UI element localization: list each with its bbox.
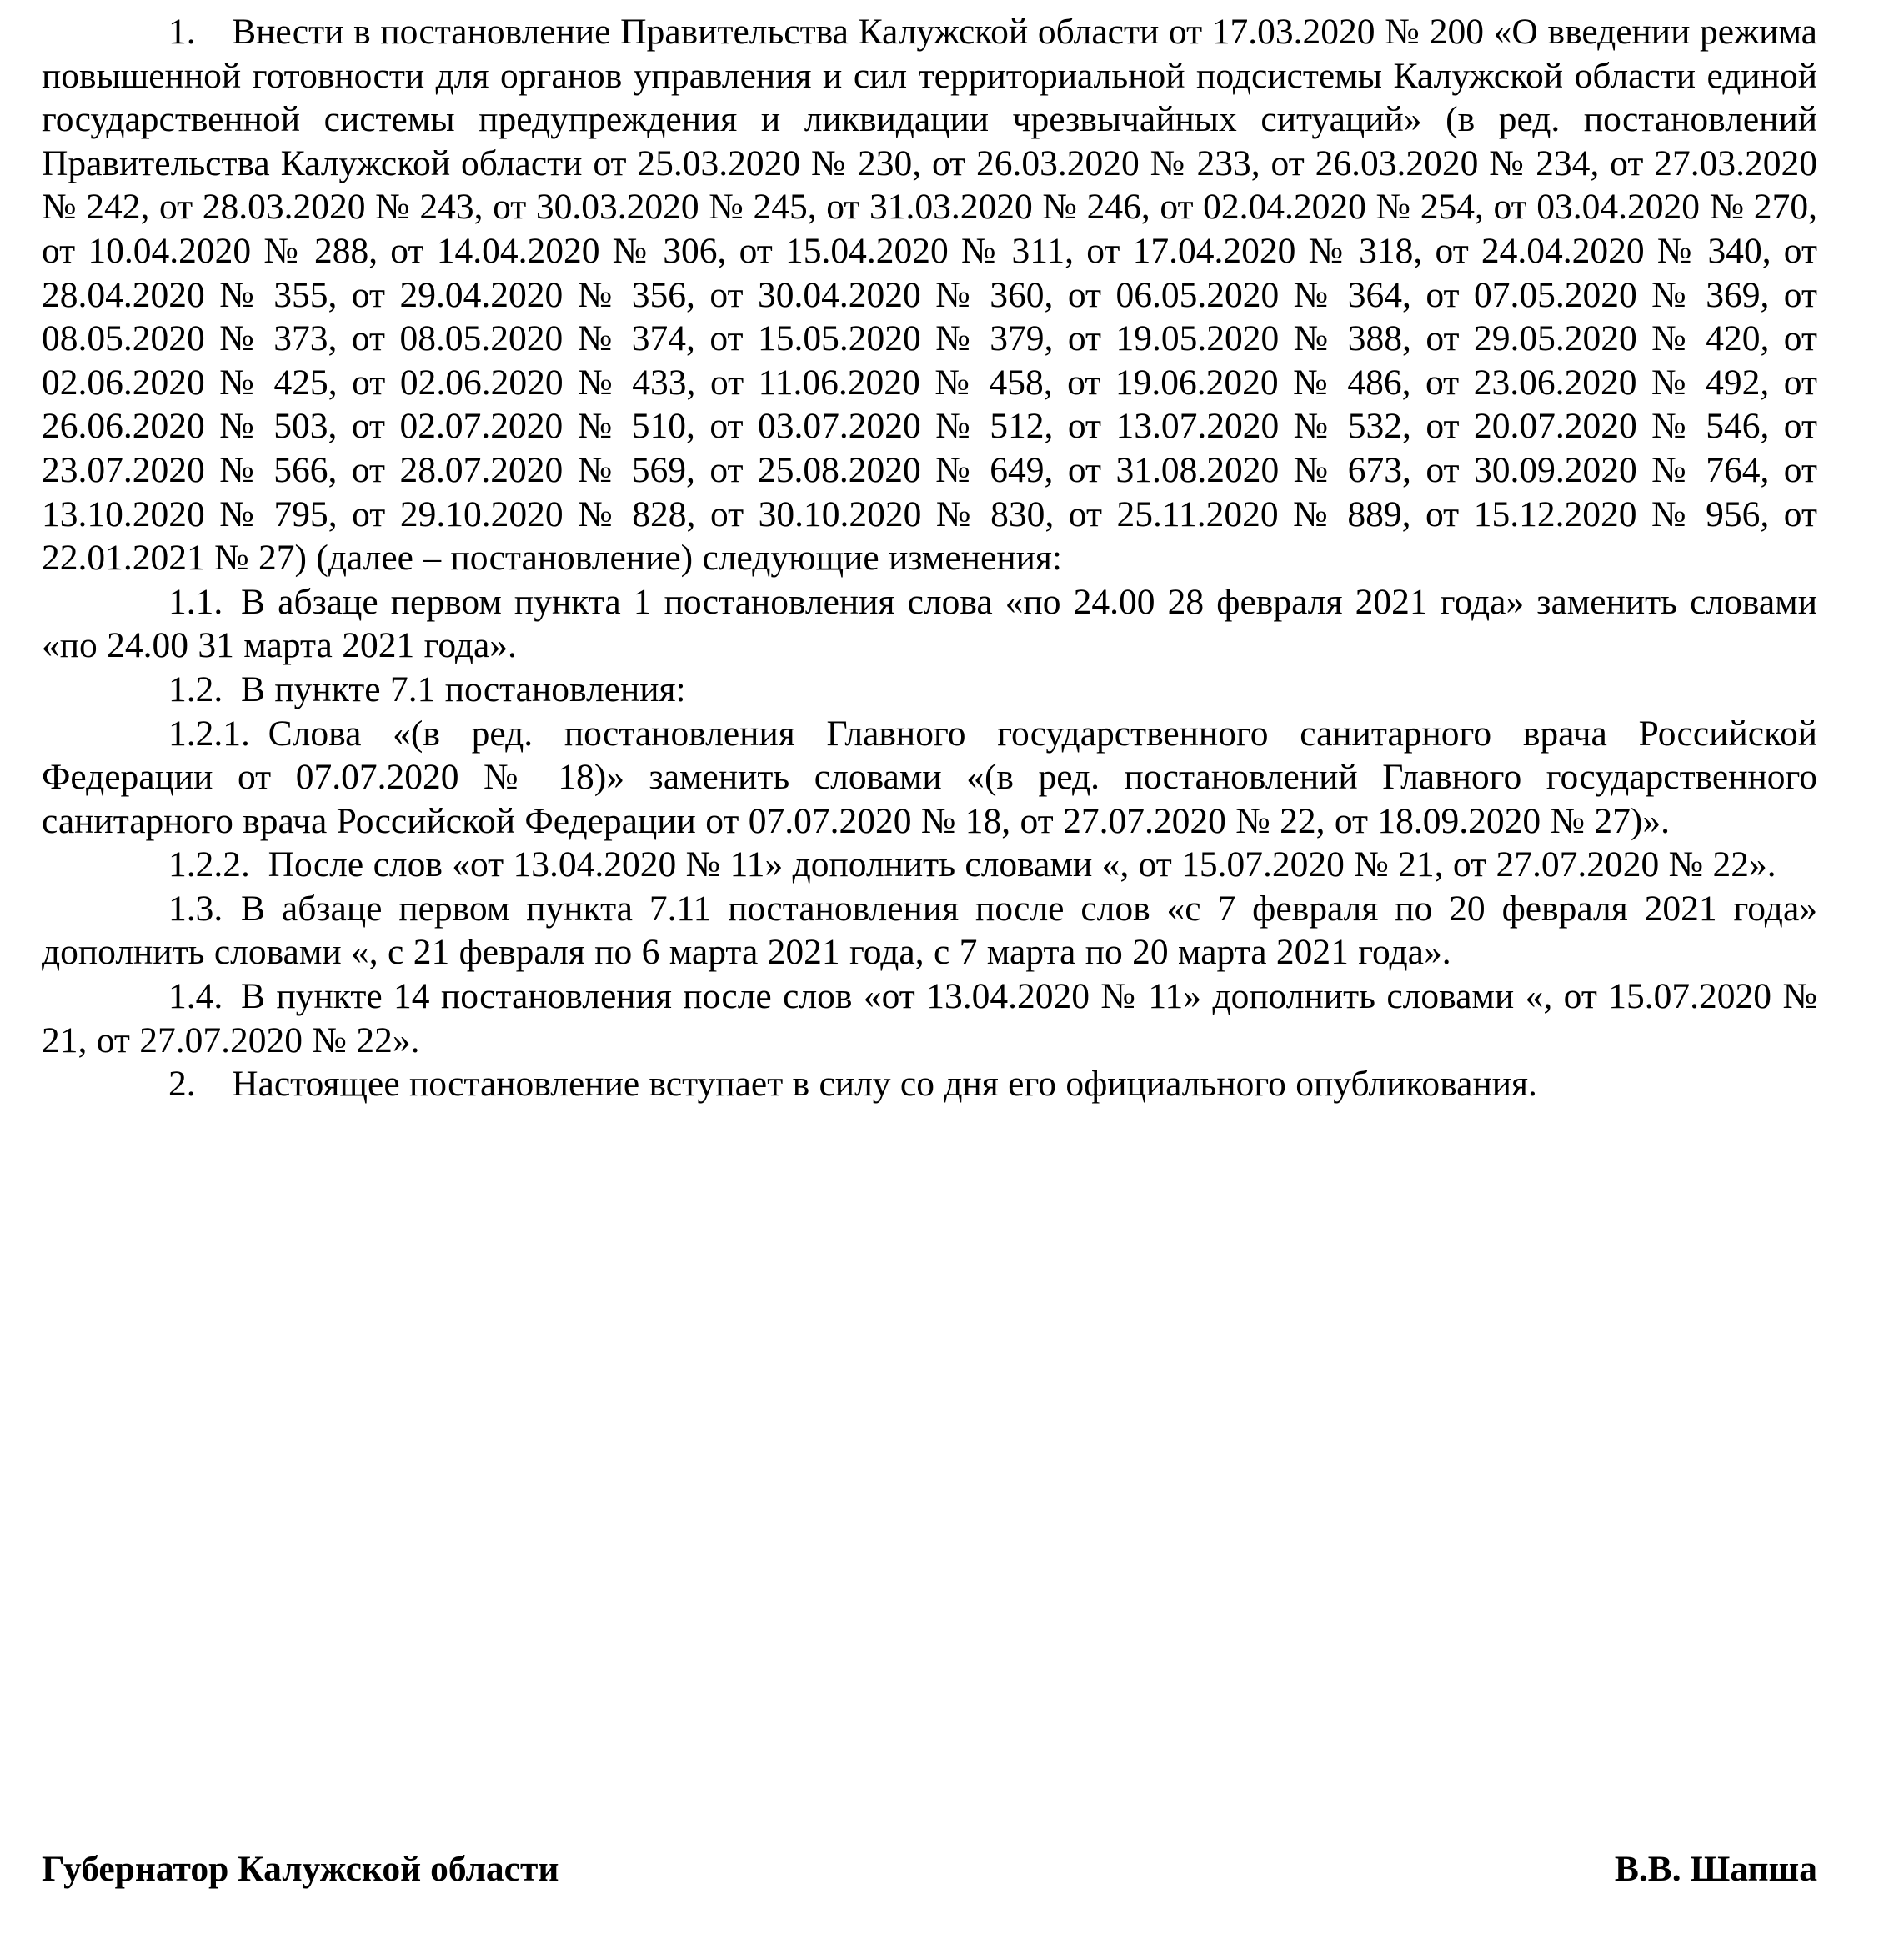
signatory-title: Губернатор Калужской области bbox=[42, 1849, 559, 1889]
paragraph-item-2: 2. Настоящее постановление вступает в силу со дня его официального опубликования. bbox=[168, 1064, 1537, 1105]
signatory-name: В.В. Шапша bbox=[1614, 1849, 1817, 1889]
signature-block bbox=[42, 1847, 1817, 1891]
document-body bbox=[42, 0, 1817, 1106]
paragraph-item-1-3: 1.3. В абзаце первом пункта 7.11 постановления после слов «с 7 февраля по 20 февраля 2021 года» дополнить словами «, с 21 февраля по 6 марта 2021 года, с 7 марта по 20 марта 2021 года». bbox=[42, 888, 1817, 973]
paragraph-item-1-1: 1.1. В абзаце первом пункта 1 постановления слова «по 24.00 28 февраля 2021 года» заменить словами «по 24.00 31 марта 2021 года». bbox=[42, 581, 1817, 666]
paragraph-item-1: 1. Внести в постановление Правительства Калужской области от 17.03.2020 № 200 «О введении режима повышенной готовности для органов управления и сил территориальной подсистемы Калужской области единой государственной системы предупреждения и ликвидации чрезвычайных ситуаций» (в ред. постановлений Правительства Калужской области от 25.03.2020 № 230, от 26.03.2020 № 233, от 26.03.2020 № 234, от 27.03.2020 № 242, от 28.03.2020 № 243, от 30.03.2020 № 245, от 31.03.2020 № 246, от 02.04.2020 № 254, от 03.04.2020 № 270, от 10.04.2020 № 288, от 14.04.2020 № 306, от 15.04.2020 № 311, от 17.04.2020 № 318, от 24.04.2020 № 340, от 28.04.2020 № 355, от 29.04.2020 № 356, от 30.04.2020 № 360, от 06.05.2020 № 364, от 07.05.2020 № 369, от 08.05.2020 № 373, от 08.05.2020 № 374, от 15.05.2020 № 379, от 19.05.2020 № 388, от 29.05.2020 № 420, от 02.06.2020 № 425, от 02.06.2020 № 433, от 11.06.2020 № 458, от 19.06.2020 № 486, от 23.06.2020 № 492, от 26.06.2020 № 503, от 02.07.2020 № 510, от 03.07.2020 № 512, от 13.07.2020 № 532, от 20.07.2020 № 546, от 23.07.2020 № 566, от 28.07.2020 № 569, от 25.08.2020 № 649, от 31.08.2020 № 673, от 30.09.2020 № 764, от 13.10.2020 № 795, от 29.10.2020 № 828, от 30.10.2020 № 830, от 25.11.2020 № 889, от 15.12.2020 № 956, от 22.01.2021 № 27) (далее – постановление) следующие изменения: bbox=[42, 12, 1817, 579]
paragraph-item-1-4: 1.4. В пункте 14 постановления после слов «от 13.04.2020 № 11» дополнить словами «, от 15.07.2020 № 21, от 27.07.2020 № 22». bbox=[42, 976, 1817, 1060]
paragraph-item-1-2: 1.2. В пункте 7.1 постановления: bbox=[168, 669, 686, 709]
paragraph-item-1-2-1: 1.2.1. Слова «(в ред. постановления Главного государственного санитарного врача Российской Федерации от 07.07.2020 № 18)» заменить словами «(в ред. постановлений Главного государственного санитарного врача Российской Федерации от 07.07.2020 № 18, от 27.07.2020 № 22, от 18.09.2020 № 27)». bbox=[42, 713, 1817, 841]
paragraph-item-1-2-2: 1.2.2. После слов «от 13.04.2020 № 11» дополнить словами «, от 15.07.2020 № 21, от 27.07.2020 № 22». bbox=[168, 844, 1776, 885]
